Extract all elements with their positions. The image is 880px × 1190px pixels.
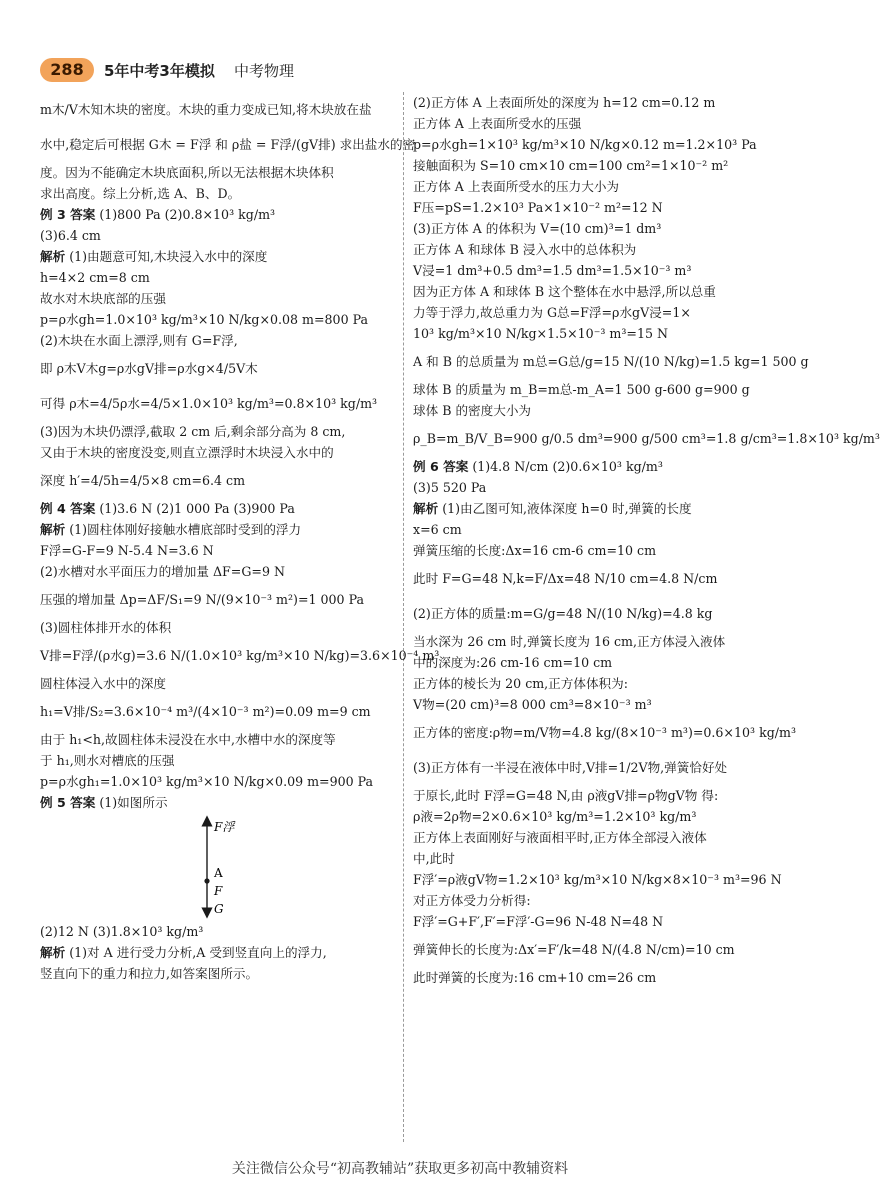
section-label: 解析 [40,945,66,960]
text-line: 圆柱体浸入水中的深度 [40,676,166,691]
book-subject: 中考物理 [234,62,295,80]
text-line: 水中,稳定后可根据 G木 = F浮 和 ρ盐 = F浮/(gV排) 求出盐水的密 [40,137,416,152]
text-line: 正方体 A 和球体 B 浸入水中的总体积为 [413,242,637,257]
section-label: 解析 [40,249,66,264]
text-line: 即 ρ木V木g=ρ水gV排=ρ水g×4/5V木 [40,361,258,376]
text-line: 可得 ρ木=4/5ρ水=4/5×1.0×10³ kg/m³=0.8×10³ kg/m³ [40,396,378,411]
text-line: p=ρ水gh=1.0×10³ kg/m³×10 N/kg×0.08 m=800 Pa [40,312,369,327]
text-line: (2)水槽对水平面压力的增加量 ΔF=G=9 N [40,564,286,579]
text-line: F浮′=ρ液gV物=1.2×10³ kg/m³×10 N/kg×8×10⁻³ m³=96 N [413,872,782,887]
text-line: 正方体 A 上表面所受水的压力大小为 [413,179,620,194]
text-line: (3)正方体有一半浸在液体中时,V排=1/2V物,弹簧恰好处 [413,760,728,775]
section-label: 例 3 答案 [40,207,96,222]
label-g-gravity: G [214,902,224,916]
text-line: 压强的增加量 Δp=ΔF/S₁=9 N/(9×10⁻³ m²)=1 000 Pa [40,592,364,607]
left-text-tail [40,921,395,984]
section-label: 例 6 答案 [413,459,469,474]
text-line: 力等于浮力,故总重力为 G总=F浮=ρ水gV浸=1× [413,305,691,320]
text-line: (2)正方体 A 上表面所处的深度为 h=12 cm=0.12 m [413,95,716,110]
text-line: 正方体的密度:ρ物=m/V物=4.8 kg/(8×10⁻³ m³)=0.6×10³ kg/m³ [413,725,796,740]
text-line: V排=F浮/(ρ水g)=3.6 N/(1.0×10³ kg/m³×10 N/kg)=3.6×10⁻⁴ m³ [40,648,440,663]
column-divider [403,92,404,1142]
point-a [204,878,209,883]
page-number-badge: 288 [40,58,94,82]
section-label: 例 4 答案 [40,501,96,516]
text-line: ρ_B=m_B/V_B=900 g/0.5 dm³=900 g/500 cm³=1.8 g/cm³=1.8×10³ kg/m³ [413,431,880,446]
text-line: A 和 B 的总质量为 m总=G总/g=15 N/(10 N/kg)=1.5 kg=1 500 g [413,354,809,369]
text-line: (3)圆柱体排开水的体积 [40,620,172,635]
text-line-rest: (1)对 A 进行受力分析,A 受到竖直向上的浮力, [65,945,327,960]
text-line: F浮′=G+F′,F′=F浮′-G=96 N-48 N=48 N [413,914,664,929]
text-line: 对正方体受力分析得: [413,893,531,908]
text-line-rest: (1)圆柱体刚好接触水槽底部时受到的浮力 [65,522,302,537]
text-line [413,498,770,519]
text-line: ρ液=2ρ物=2×0.6×10³ kg/m³=1.2×10³ kg/m³ [413,809,697,824]
text-line: (2)木块在水面上漂浮,则有 G=F浮, [40,333,238,348]
text-line: x=6 cm [413,522,462,537]
text-line-rest: (1)由乙图可知,液体深度 h=0 时,弹簧的长度 [438,501,692,516]
text-line: 正方体 A 上表面所受水的压强 [413,116,582,131]
text-line [40,204,395,225]
text-line: V物=(20 cm)³=8 000 cm³=8×10⁻³ m³ [413,697,652,712]
text-line: 深度 h′=4/5h=4/5×8 cm=6.4 cm [40,473,246,488]
section-label: 例 5 答案 [40,795,96,810]
page-header [40,57,760,85]
text-line: (3)6.4 cm [40,228,101,243]
text-line: 于 h₁,则水对槽底的压强 [40,753,175,768]
text-line: 正方体上表面刚好与液面相平时,正方体全部浸入液体 [413,830,707,845]
text-line: 中,此时 [413,851,455,866]
text-line: (3)正方体 A 的体积为 V=(10 cm)³=1 dm³ [413,221,662,236]
text-line [40,792,395,813]
text-line-rest: (1)4.8 N/cm (2)0.6×10³ kg/m³ [468,459,663,474]
text-line: 球体 B 的质量为 m_B=m总-m_A=1 500 g-600 g=900 g [413,382,750,397]
text-line: (3)因为木块仍漂浮,截取 2 cm 后,剩余部分高为 8 cm, [40,424,346,439]
right-text-block [413,92,880,988]
text-line: 此时 F=G=48 N,k=F/Δx=48 N/10 cm=4.8 N/cm [413,571,718,586]
text-line-rest: (1)如图所示 [95,795,168,810]
text-line: 此时弹簧的长度为:16 cm+10 cm=26 cm [413,970,657,985]
text-line [40,498,395,519]
text-line: V浸=1 dm³+0.5 dm³=1.5 dm³=1.5×10⁻³ m³ [413,263,692,278]
text-line: 弹簧伸长的长度为:Δx′=F′/k=48 N/(4.8 N/cm)=10 cm [413,942,735,957]
text-line: 由于 h₁<h,故圆柱体未浸没在水中,水槽中水的深度等 [40,732,336,747]
text-line: F浮=G-F=9 N-5.4 N=3.6 N [40,543,214,558]
text-line: 因为正方体 A 和球体 B 这个整体在水中悬浮,所以总重 [413,284,716,299]
text-line: p=ρ水gh=1×10³ kg/m³×10 N/kg×0.12 m=1.2×10³ Pa [413,137,757,152]
text-line: F压=pS=1.2×10³ Pa×1×10⁻² m²=12 N [413,200,663,215]
force-diagram [40,813,395,921]
text-line: 中的深度为:26 cm-16 cm=10 cm [413,655,613,670]
text-line: 正方体的棱长为 20 cm,正方体体积为: [413,676,628,691]
text-line: (2)12 N (3)1.8×10³ kg/m³ [40,924,204,939]
text-line: p=ρ水gh₁=1.0×10³ kg/m³×10 N/kg×0.09 m=900 Pa [40,774,374,789]
text-line-rest: (1)800 Pa (2)0.8×10³ kg/m³ [95,207,276,222]
book-title: 5年中考3年模拟 [104,62,215,80]
right-column [413,92,880,988]
section-label: 解析 [413,501,439,516]
page-footer: 关注微信公众号“初高教辅站”获取更多初高中教辅资料 [231,1161,569,1177]
text-line: 弹簧压缩的长度:Δx=16 cm-6 cm=10 cm [413,543,657,558]
text-line: h₁=V排/S₂=3.6×10⁻⁴ m³/(4×10⁻³ m²)=0.09 m=9 cm [40,704,371,719]
force-diagram-svg [40,813,395,921]
text-line-rest: (1)3.6 N (2)1 000 Pa (3)900 Pa [95,501,295,516]
text-line: 当水深为 26 cm 时,弹簧长度为 16 cm,正方体浸入液体 [413,634,726,649]
text-line [40,519,395,540]
text-line: 于原长,此时 F浮=G=48 N,由 ρ液gV排=ρ物gV物 得: [413,788,719,803]
label-f-buoyancy: F浮 [214,820,235,834]
text-line: (2)正方体的质量:m=G/g=48 N/(10 N/kg)=4.8 kg [413,606,713,621]
text-line: 球体 B 的密度大小为 [413,403,532,418]
text-line: 又由于木块的密度没变,则直立漂浮时木块浸入水中的 [40,445,334,460]
text-line: m木/V木知木块的密度。木块的重力变成已知,将木块放在盐 [40,102,372,117]
text-line: 竖直向下的重力和拉力,如答案图所示。 [40,966,259,981]
text-line [40,246,395,267]
label-f-tension: F [214,884,223,898]
text-line [40,942,395,963]
label-point-a: A [214,866,223,880]
section-label: 解析 [40,522,66,537]
text-line: 求出高度。综上分析,选 A、B、D。 [40,186,241,201]
text-line: 10³ kg/m³×10 N/kg×1.5×10⁻³ m³=15 N [413,326,668,341]
text-line [413,456,770,477]
text-line: (3)5 520 Pa [413,480,487,495]
text-line: 度。因为不能确定木块底面积,所以无法根据木块体积 [40,165,334,180]
text-line: 故水对木块底部的压强 [40,291,166,306]
text-line: h=4×2 cm=8 cm [40,270,150,285]
text-line-rest: (1)由题意可知,木块浸入水中的深度 [65,249,268,264]
text-line: 接触面积为 S=10 cm×10 cm=100 cm²=1×10⁻² m² [413,158,729,173]
